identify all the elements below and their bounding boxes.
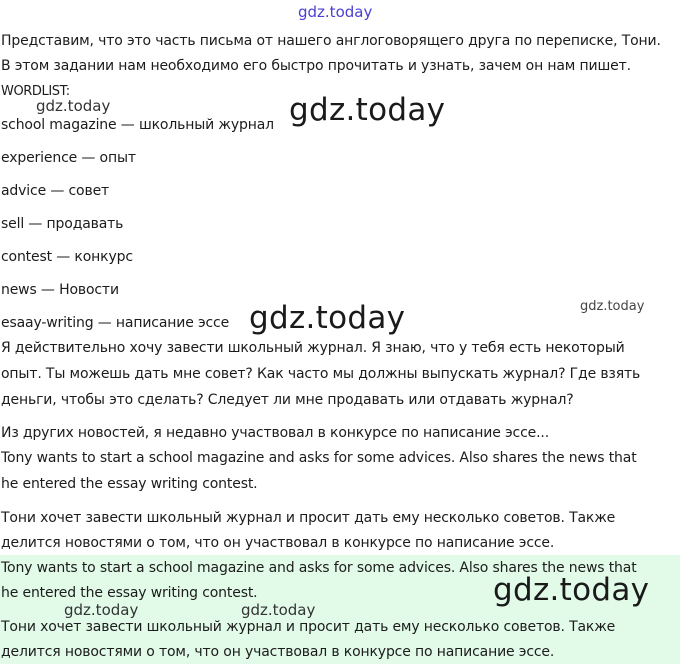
answer-en-line-1: Tony wants to start a school magazine and asks for some advices. Also shares the news that <box>1 450 637 466</box>
watermark-small-4: gdz.today <box>241 601 316 619</box>
wordlist-item: sell — продавать <box>1 216 124 232</box>
wordlist-item: advice — совет <box>1 183 110 199</box>
wordlist-item: school magazine — школьный журнал <box>1 117 274 133</box>
watermark-big-3: gdz.today <box>493 572 650 608</box>
intro-line-2: В этом задании нам необходимо его быстро прочитать и узнать, зачем он нам пишет. <box>1 58 631 74</box>
answer-ru-line-1: Тони хочет завести школьный журнал и просит дать ему несколько советов. Также <box>1 510 616 526</box>
watermark-big-1: gdz.today <box>289 92 446 128</box>
translation-line-3: деньги, чтобы это сделать? Следует ли мне продавать или отдавать журнал? <box>1 392 574 408</box>
watermark-small-2: gdz.today <box>580 299 645 314</box>
answer-ru-line-2: делится новостями о том, что он участвовал в конкурсе по написание эссе. <box>1 535 555 551</box>
final-answer-ru-line-2: делится новостями о том, что он участвовал в конкурсе по написание эссе. <box>1 644 555 660</box>
translation-line-1: Я действительно хочу завести школьный журнал. Я знаю, что у тебя есть некоторый <box>1 340 625 356</box>
watermark-top: gdz.today <box>298 3 373 21</box>
final-answer-ru-line-1: Тони хочет завести школьный журнал и просит дать ему несколько советов. Также <box>1 619 616 635</box>
wordlist-heading: WORDLIST: <box>1 84 70 99</box>
translation-line-4: Из других новостей, я недавно участвовал в конкурсе по написание эссе... <box>1 425 550 441</box>
wordlist-item: news — Новости <box>1 282 119 298</box>
watermark-big-2: gdz.today <box>249 300 406 336</box>
intro-line-1: Представим, что это часть письма от нашего англоговорящего друга по переписке, Тони. <box>1 33 661 49</box>
watermark-small-1: gdz.today <box>36 97 111 115</box>
final-answer-en-line-1: Tony wants to start a school magazine and asks for some advices. Also shares the news that <box>1 560 637 576</box>
wordlist-item: experience — опыт <box>1 150 136 166</box>
wordlist-item: contest — конкурс <box>1 249 133 265</box>
watermark-small-3: gdz.today <box>64 601 139 619</box>
translation-line-2: опыт. Ты можешь дать мне совет? Как часто мы должны выпускать журнал? Где взять <box>1 366 641 382</box>
wordlist-item: esaay-writing — написание эссе <box>1 315 230 331</box>
answer-en-line-2: he entered the essay writing contest. <box>1 476 258 492</box>
final-answer-en-line-2: he entered the essay writing contest. <box>1 585 258 601</box>
